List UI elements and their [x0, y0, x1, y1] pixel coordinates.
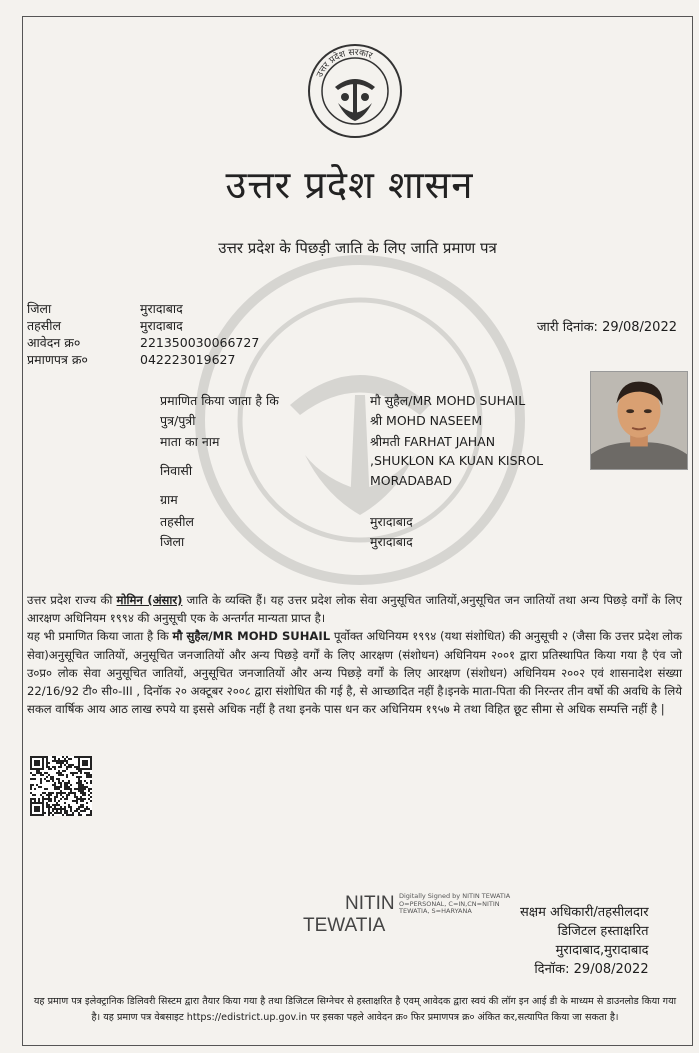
certificate-subtitle: उत्तर प्रदेश के पिछड़ी जाति के लिए जाति प्रमाण पत्र: [218, 239, 497, 257]
certificate-body: उत्तर प्रदेश राज्य की मोमिन (अंसार) जाति के व्यक्ति हैं। यह उत्तर प्रदेश लोक सेवा अनुसूचित जातियों,अनुसूचित जन जातियों तथा अन्य पिछड़े वर्गों के लिए आरक्षण अधिनियम १९९४ की अनुसूची एक के अन्तर्गत मान्यता प्राप्त है। यह भी प्रमाणित किया जाता है कि मौ सुहैल/MR MOHD SUHAIL पूर्वोक्त अधिनियम १९९४ (यथा संशोधित) की अनुसूची २ (जैसा कि उत्तर प्रदेश लोक सेवा)अनुसूचित जातियों, अनुसूचित जनजातियों और अन्य पिछड़े वर्गों के लिए आरक्षण (संशोधन) अधिनियम २००१ द्वारा प्रतिस्थापित किया गया है एंव जो उ०प्र० लोक सेवा अनुसूचित जातियों, अनुसूचित जनजातियों और अन्य पिछड़े वर्गों के लिए आरक्षण (संशोधन) अधिनियम २००२ एवं शासनादेश संख्या 22/16/92 टी० सी०-III , दिनॉक २० अक्टूबर २००८ द्वारा संशोधित की गई है, से आच्छादित नहीं है।इनके माता-पिता की निरन्तर तीन वर्षो की अवधि के लिये सकल वार्षिक आय आठ लाख रुपये या इससे अधिक नहीं है तथा इनके पास धन कर अधिनियम १९५७ मे तथा विहित छूट सीमा से अधिक सम्पत्ति नहीं है |: [27, 593, 682, 717]
signer-name-line2: TEWATIA: [303, 915, 386, 936]
officer-block: सक्षम अधिकारी/तहसीलदार डिजिटल हस्ताक्षरित मुरादाबाद,मुरादाबाद दिनॉक: 29/08/2022: [520, 905, 649, 977]
meta-row: प्रमाणपत्र क्र० 042223019627: [27, 352, 236, 367]
certificate-page: उत्तर प्रदेश सरकार उत्तर प्रदेश शासन उत्तर प्रदेश के पिछड़ी जाति के लिए जाति प्रमाण पत्र जिला मुरादाबाद तहसील मुरादाबाद आवेदन क्र० 221350030066727 प्रमाणपत्र क्र० 042223019627 जारी दिनांक: 29/08/2022 प्रमाणित किया जाता है कि मौ सुहैल/MR MOHD SUHAIL पुत्र/पुत्री श्री MOHD NASEEM माता का नाम श्रीमती FARHAT JAHAN निवासी ,SHUKLON KA KUAN KISROL MORADABAD ग्राम तहसील मुरादाबाद जिला मुरादाबाद उत्तर प्रदेश राज्य की मोमिन (अंसार) जाति के व्यक्ति हैं। यह उत्तर प्रदेश लोक सेवा अनुसूचित जातियों,अनुसूचित जन जातियों तथा अन्य पिछड़े वर्गों के लिए आरक्षण अधिनियम १९९४ की अनुसूची एक के अन्तर्गत मान्यता प्राप्त है। यह भी प्रमाणित किया जाता है कि मौ सुहैल/MR MOHD SUHAIL पूर्वोक्त अधिनियम १९९४ (यथा संशोधित) की अनुसूची २ (जैसा कि उत्तर प्रदेश लोक सेवा)अनुसूचित जातियों, अनुसूचित जनजातियों और अन्य पिछड़े वर्गों के लिए आरक्षण (संशोधन) अधिनियम २००१ द्वारा प्रतिस्थापित किया गया है एंव जो उ०प्र० लोक सेवा अनुसूचित जातियों, अनुसूचित जनजातियों और अन्य पिछड़े वर्गों के लिए आरक्षण (संशोधन) अधिनियम २००२ एवं शासनादेश संख्या 22/16/92 टी० सी०-III , दिनॉक २० अक्टूबर २००८ द्वारा संशोधित की गई है, से आच्छादित नहीं है।इनके माता-पिता की निरन्तर तीन वर्षो की अवधि के लिये सकल वार्षिक आय आठ लाख रुपये या इससे अधिक नहीं है तथा इनके पास धन कर अधिनियम १९५७ मे तथा विहित छूट सीमा से अधिक सम्पत्ति नहीं है | NITIN TEWATIA Digitally Signed by NITIN TEWATIA O=PERSONAL, C=IN,CN=NITIN TEWATIA, S=HARYANA सक्षम अधिकारी/तहसीलदार डिजिटल हस्ताक्षरित मुरादाबाद,मुरादाबाद दिनॉक: 29/08/2022 यह प्रमाण पत्र इलेक्ट्रानिक डिलिवरी सिस्टम द्वारा तैयार किया गया है तथा डिजिटल सिग्नेचर से हस्ताक्षरित है एवम् आवेदक द्वारा स्वयं की लॉग इन आई डी के माध्यम से डाउनलोड किया गया है। यह प्रमाण पत्र वेबसाइट https://edistrict.up.gov.in पर इसका पहले आवेदन क्र० फिर प्रमाणपत्र क्र० अंकित कर,सत्यापित किया जा सकता है।: [0, 0, 699, 1053]
meta-row: तहसील मुरादाबाद: [27, 318, 183, 333]
qr-code-icon: [30, 756, 92, 816]
state-emblem-icon: [305, 43, 405, 139]
svg-text:उत्तर प्रदेश सरकार: उत्तर प्रदेश सरकार: [315, 47, 374, 80]
footer-note: यह प्रमाण पत्र इलेक्ट्रानिक डिलिवरी सिस्टम द्वारा तैयार किया गया है तथा डिजिटल सिग्नेचर से हस्ताक्षरित है एवम् आवेदक द्वारा स्वयं की लॉग इन आई डी के माध्यम से डाउनलोड किया गया है। यह प्रमाण पत्र वेबसाइट https://edistrict.up.gov.in पर इसका पहले आवेदन क्र० फिर प्रमाणपत्र क्र० अंकित कर,सत्यापित किया जा सकता है।: [33, 996, 677, 1023]
issue-date: जारी दिनांक: 29/08/2022: [536, 320, 677, 335]
digital-signature: [303, 893, 523, 937]
meta-row: आवेदन क्र० 221350030066727: [27, 335, 260, 350]
applicant-photo: [590, 371, 688, 470]
caste-name: मोमिन (अंसार): [116, 593, 183, 607]
signer-name-line1: NITIN: [345, 893, 395, 914]
meta-block: [27, 300, 259, 368]
meta-row: जिला मुरादाबाद: [27, 301, 183, 316]
applicant-name: मौ सुहैल/MR MOHD SUHAIL: [172, 629, 331, 644]
digital-sign-note: Digitally Signed by NITIN TEWATIA O=PERSONAL, C=IN,CN=NITIN TEWATIA, S=HARYANA: [399, 892, 511, 915]
page-title: उत्तर प्रदेश शासन: [225, 163, 474, 207]
